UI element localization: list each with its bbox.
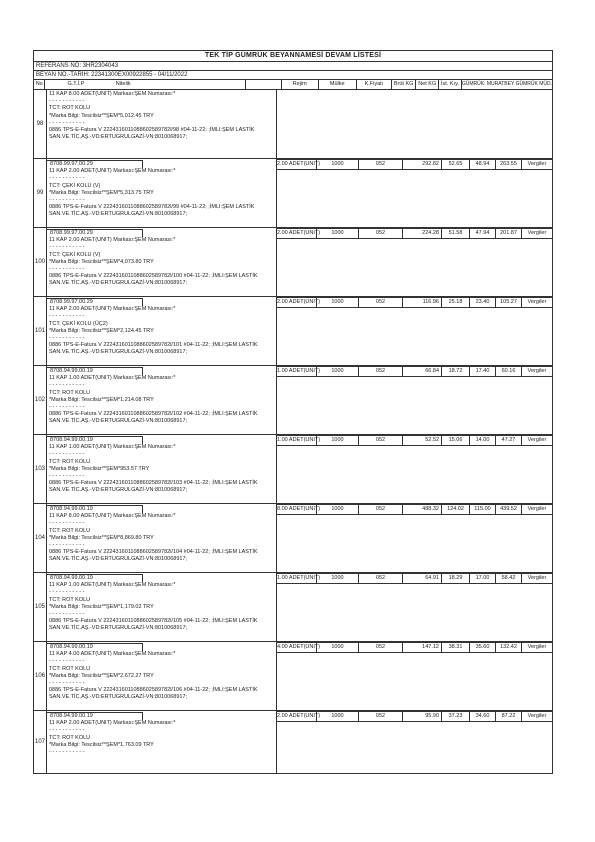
description-line: - - - - - - - - - - - <box>49 520 85 527</box>
item-quantity: 1.00 ADET(UNIT) <box>277 575 321 581</box>
item-number: 99 <box>34 159 47 227</box>
reference-line <box>33 61 553 70</box>
item-mulk: 052 <box>358 574 402 583</box>
description-line: 11 KAP 4.00 ADET(UNIT) Markası:ŞEM Numarası:* <box>49 651 176 658</box>
item-istatistiki-kiymet: 60.16 <box>495 367 521 376</box>
item-vergiler[interactable]: Vergiler <box>521 229 552 238</box>
item-gtip: 8708.99.97.00.29 <box>47 229 143 237</box>
table-row <box>33 710 553 774</box>
col-gtip-nitelik <box>45 80 246 89</box>
item-fiyat: 66.84 <box>402 367 441 376</box>
item-description <box>47 504 277 572</box>
item-brut-kg: 18.72 <box>441 367 469 376</box>
description-line: SAN.VE.TİC.AŞ.-VD:ERTUGRULGAZİ-VN:8010068917; <box>49 280 188 287</box>
item-description <box>47 711 277 773</box>
item-vergiler[interactable]: Vergiler <box>521 712 552 721</box>
item-quantity: 2.00 ADET(UNIT) <box>277 230 321 236</box>
col-nitelik: Nitelik <box>115 81 131 87</box>
description-line: *Marka Bilgi: Tescilsiz**ŞEM*8,869.80 TRY <box>49 534 154 541</box>
item-net-kg: 35.60 <box>469 643 495 652</box>
item-rejim: 1000 <box>316 712 358 721</box>
value-row <box>276 159 552 170</box>
description-line: - - - - - - - - - - - <box>49 382 85 389</box>
item-rejim: 1000 <box>316 229 358 238</box>
item-fiyat: 116.96 <box>402 298 441 307</box>
item-number: 106 <box>34 642 47 710</box>
item-fiyat: 147.12 <box>402 643 441 652</box>
table-row <box>33 434 553 503</box>
description-line: *Marka Bilgi: Tescilsiz**ŞEM*2,672.27 TRY <box>49 672 154 679</box>
description-line: TCT: ROT KOLU <box>49 665 91 672</box>
description-line: 11 KAP 8.00 ADET(UNIT) Markası:ŞEM Numarası:* <box>49 513 176 520</box>
item-quantity: 2.00 ADET(UNIT) <box>277 299 321 305</box>
item-values <box>277 573 552 641</box>
item-description <box>47 90 277 158</box>
description-line: TCT: ROT KOLU <box>49 389 91 396</box>
reference-number: REFERANS NO: 3HR2304043 <box>36 63 119 69</box>
item-description <box>47 642 277 710</box>
item-vergiler[interactable]: Vergiler <box>521 160 552 169</box>
description-line: 0886 TPS-E-Fatura V 2224316011088602589782l/100 #04-11-22; ;İMLI:ŞEM LASTİK <box>49 273 258 280</box>
item-brut-kg: 124.02 <box>441 505 469 514</box>
item-vergiler[interactable]: Vergiler <box>521 574 552 583</box>
table-row <box>33 572 553 641</box>
description-line: - - - - - - - - - - - <box>49 749 85 756</box>
item-description <box>47 159 277 227</box>
item-number: 100 <box>34 228 47 296</box>
description-line: SAN.VE.TİC.AŞ.-VD:ERTUGRULGAZİ-VN:8010068917; <box>49 134 188 141</box>
item-vergiler[interactable]: Vergiler <box>521 505 552 514</box>
item-quantity: 1.00 ADET(UNIT) <box>277 368 321 374</box>
col-kdh: İst. Kıy. <box>439 80 462 89</box>
description-line: *Marka Bilgi: Tescilsiz**ŞEM*953.57 TRY <box>49 465 150 472</box>
value-row <box>276 642 552 653</box>
description-line: - - - - - - - - - - - <box>49 451 85 458</box>
item-values <box>277 366 552 434</box>
item-mulk: 052 <box>358 229 402 238</box>
table-row <box>33 296 553 365</box>
item-brut-kg: 38.31 <box>441 643 469 652</box>
table-row <box>33 641 553 710</box>
item-net-kg: 34.60 <box>469 712 495 721</box>
column-header-row <box>33 79 553 89</box>
item-description <box>47 573 277 641</box>
item-list <box>33 89 553 774</box>
item-net-kg: 17.40 <box>469 367 495 376</box>
description-line: TCT: ROT KOLU <box>49 596 91 603</box>
description-line: *Marka Bilgi: Tescilsiz**ŞEM*2,124.45 TRY <box>49 327 154 334</box>
col-fiyat: K.Fiyatı <box>357 80 392 89</box>
description-line: 11 KAP 2.00 ADET(UNIT) Markası:ŞEM Numarası:* <box>49 237 176 244</box>
item-brut-kg: 52.65 <box>441 160 469 169</box>
item-rejim: 1000 <box>316 160 358 169</box>
description-line: - - - - - - - - - - - <box>49 313 85 320</box>
description-line: SAN.VE.TİC.AŞ.-VD:ERTUGRULGAZİ-VN:8010068917; <box>49 211 188 218</box>
item-brut-kg: 51.58 <box>441 229 469 238</box>
description-line: SAN.VE.TİC.AŞ.-VD:ERTUGRULGAZİ-VN:8010068917; <box>49 694 188 701</box>
item-quantity: 2.00 ADET(UNIT) <box>277 161 321 167</box>
table-row <box>33 365 553 434</box>
item-number: 102 <box>34 366 47 434</box>
item-quantity: 1.00 ADET(UNIT) <box>277 437 321 443</box>
value-row <box>276 366 552 377</box>
col-no: No <box>34 80 45 89</box>
item-values <box>277 297 552 365</box>
item-values <box>277 159 552 227</box>
item-istatistiki-kiymet: 47.27 <box>495 436 521 445</box>
description-line: TCT: ROT KOLU <box>49 527 91 534</box>
description-line: - - - - - - - - - - - <box>49 589 85 596</box>
item-rejim: 1000 <box>316 643 358 652</box>
item-values <box>277 435 552 503</box>
item-mulk: 052 <box>358 367 402 376</box>
description-line: *Marka Bilgi: Tescilsiz**ŞEM*1,763.09 TRY <box>49 741 154 748</box>
item-istatistiki-kiymet: 201.87 <box>495 229 521 238</box>
customs-office: GÜMRÜK: MURATBEY GÜMRÜK MÜD. <box>461 81 552 87</box>
item-number: 103 <box>34 435 47 503</box>
description-line: 11 KAP 1.00 ADET(UNIT) Markası:ŞEM Numarası:* <box>49 444 176 451</box>
item-istatistiki-kiymet: 132.42 <box>495 643 521 652</box>
description-line: - - - - - - - - - - - <box>49 404 85 411</box>
col-gumruk <box>462 80 552 89</box>
description-line: *Marka Bilgi: Tescilsiz**ŞEM*4,073.80 TRY <box>49 258 154 265</box>
item-brut-kg: 15.06 <box>441 436 469 445</box>
description-line: - - - - - - - - - - - <box>49 244 85 251</box>
description-line: - - - - - - - - - - - <box>49 175 85 182</box>
item-gtip: 8708.99.97.00.29 <box>47 160 143 168</box>
description-line: 0886 TPS-E-Fatura V 2224316011088602589782l/103 #04-11-22; ;İMLI:ŞEM LASTİK <box>49 480 258 487</box>
description-line: TCT: ÇEKİ KOLU (ÜÇ2) <box>49 320 108 327</box>
item-fiyat: 64.91 <box>402 574 441 583</box>
description-line: 11 KAP 2.00 ADET(UNIT) Markası:ŞEM Numarası:* <box>49 720 176 727</box>
description-line: - - - - - - - - - - - <box>49 197 85 204</box>
value-row <box>276 504 552 515</box>
description-line: - - - - - - - - - - - <box>49 542 85 549</box>
declaration-sheet <box>33 50 553 774</box>
item-mulk: 052 <box>358 643 402 652</box>
description-line: TCT: ROT KOLU <box>49 734 91 741</box>
item-rejim: 1000 <box>316 298 358 307</box>
item-quantity: 2.00 ADET(UNIT) <box>277 713 321 719</box>
value-row <box>276 573 552 584</box>
item-vergiler[interactable]: Vergiler <box>521 298 552 307</box>
description-line: 11 KAP 8.00 ADET(UNIT) Markası:ŞEM Numarası:* <box>49 91 176 97</box>
description-line: TCT: ÇEKİ KOLU (V) <box>49 251 101 258</box>
item-gtip: 8708.94.99.00.19 <box>47 436 143 444</box>
item-description <box>47 228 277 296</box>
description-line: 11 KAP 1.00 ADET(UNIT) Markası:ŞEM Numarası:* <box>49 375 176 382</box>
item-gtip: 8708.94.99.00.19 <box>47 643 143 651</box>
item-net-kg: 17.00 <box>469 574 495 583</box>
item-description <box>47 435 277 503</box>
item-number: 105 <box>34 573 47 641</box>
description-line: 0886 TPS-E-Fatura V 2224316011088602589782l/105 #04-11-22; ;İMLI:ŞEM LASTİK <box>49 618 258 625</box>
col-mulk: Mülke <box>319 80 357 89</box>
item-gtip: 8708.99.97.00.29 <box>47 298 143 306</box>
item-brut-kg: 37.23 <box>441 712 469 721</box>
value-row <box>276 228 552 239</box>
item-values <box>277 228 552 296</box>
item-rejim: 1000 <box>316 436 358 445</box>
description-line: *Marka Bilgi: Tescilsiz**ŞEM*5,313.75 TRY <box>49 189 154 196</box>
description-line: 0886 TPS-E-Fatura V 2224316011088602589782l/99 #04-11-22; ;İMLI:ŞEM LASTİK <box>49 204 255 211</box>
item-values <box>277 711 552 773</box>
description-line: - - - - - - - - - - - <box>49 335 85 342</box>
item-number: 101 <box>34 297 47 365</box>
description-line: SAN.VE.TİC.AŞ.-VD:ERTUGRULGAZİ-VN:8010068917; <box>49 556 188 563</box>
value-row <box>276 711 552 722</box>
item-number: 98 <box>34 90 47 158</box>
item-description <box>47 366 277 434</box>
description-line: - - - - - - - - - - - <box>49 98 85 105</box>
description-line: *Marka Bilgi: Tescilsiz**ŞEM*1,179.02 TRY <box>49 603 154 610</box>
description-line: *Marka Bilgi: Tescilsiz**ŞEM*1,214.08 TRY <box>49 396 154 403</box>
item-quantity: 4.00 ADET(UNIT) <box>277 644 321 650</box>
description-line: 0886 TPS-E-Fatura V 2224316011088602589782l/106 #04-11-22; ;İMLI:ŞEM LASTİK <box>49 687 258 694</box>
description-line: SAN.VE.TİC.AŞ.-VD:ERTUGRULGAZİ-VN:8010068917; <box>49 349 188 356</box>
table-row <box>33 89 553 158</box>
item-istatistiki-kiymet: 58.42 <box>495 574 521 583</box>
item-vergiler[interactable]: Vergiler <box>521 367 552 376</box>
item-fiyat: 224.28 <box>402 229 441 238</box>
item-rejim: 1000 <box>316 505 358 514</box>
item-fiyat: 95.90 <box>402 712 441 721</box>
description-line: 11 KAP 1.00 ADET(UNIT) Markası:ŞEM Numarası:* <box>49 582 176 589</box>
item-gtip: 8708.94.99.00.19 <box>47 574 143 582</box>
item-values <box>277 504 552 572</box>
item-net-kg: 115.00 <box>469 505 495 514</box>
item-net-kg: 48.94 <box>469 160 495 169</box>
item-net-kg: 14.00 <box>469 436 495 445</box>
table-row <box>33 158 553 227</box>
item-fiyat: 488.32 <box>402 505 441 514</box>
item-vergiler[interactable]: Vergiler <box>521 643 552 652</box>
item-brut-kg: 25.18 <box>441 298 469 307</box>
declaration-line <box>33 70 553 79</box>
col-gtip: G.T.İ.P <box>67 81 85 87</box>
item-istatistiki-kiymet: 439.52 <box>495 505 521 514</box>
description-line: *Marka Bilgi: Tescilsiz**ŞEM*5,012.45 TRY <box>49 112 154 119</box>
description-line: - - - - - - - - - - - <box>49 266 85 273</box>
item-mulk: 052 <box>358 436 402 445</box>
description-line: TCT: ROT KOLU <box>49 458 91 465</box>
description-line: 0886 TPS-E-Fatura V 2224316011088602589782l/101 #04-11-22; ;İMLI:ŞEM LASTİK <box>49 342 258 349</box>
item-rejim: 1000 <box>316 574 358 583</box>
description-line: - - - - - - - - - - - <box>49 658 85 665</box>
item-mulk: 052 <box>358 505 402 514</box>
col-net: Net KG <box>416 80 439 89</box>
item-gtip: 8708.94.99.00.19 <box>47 505 143 513</box>
item-rejim: 1000 <box>316 367 358 376</box>
document-title: TEK TİP GÜMRÜK BEYANNAMESİ DEVAM LİSTESİ <box>33 50 553 61</box>
table-row <box>33 227 553 296</box>
description-line: SAN.VE.TİC.AŞ.-VD:ERTUGRULGAZİ-VN:8010068917; <box>49 625 188 632</box>
description-line: - - - - - - - - - - - <box>49 680 85 687</box>
description-line: SAN.VE.TİC.AŞ.-VD:ERTUGRULGAZİ-VN:8010068917; <box>49 487 188 494</box>
description-line: TCT: ÇEKİ KOLU (V) <box>49 182 101 189</box>
description-line: 0886 TPS-E-Fatura V 2224316011088602589782l/98 #04-11-22; ;İMLI:ŞEM LASTİK <box>49 127 255 134</box>
description-line: 11 KAP 2.00 ADET(UNIT) Markası:ŞEM Numarası:* <box>49 306 176 313</box>
item-fiyat: 52.52 <box>402 436 441 445</box>
item-vergiler[interactable]: Vergiler <box>521 436 552 445</box>
description-line: 0886 TPS-E-Fatura V 2224316011088602589782l/102 #04-11-22; ;İMLI:ŞEM LASTİK <box>49 411 258 418</box>
description-line: - - - - - - - - - - - <box>49 727 85 734</box>
description-line: TCT: ROT KOLU <box>49 105 91 112</box>
description-line: 11 KAP 2.00 ADET(UNIT) Markası:ŞEM Numarası:* <box>49 168 176 175</box>
description-line: 0886 TPS-E-Fatura V 2224316011088602589782l/104 #04-11-22; ;İMLI:ŞEM LASTİK <box>49 549 258 556</box>
item-istatistiki-kiymet: 263.55 <box>495 160 521 169</box>
table-row <box>33 503 553 572</box>
description-line: SAN.VE.TİC.AŞ.-VD:ERTUGRULGAZİ-VN:8010068917; <box>49 418 188 425</box>
item-mulk: 052 <box>358 712 402 721</box>
item-mulk: 052 <box>358 298 402 307</box>
item-description <box>47 297 277 365</box>
description-line: - - - - - - - - - - - <box>49 611 85 618</box>
item-gtip: 8708.94.99.00.19 <box>47 367 143 375</box>
item-istatistiki-kiymet: 87.22 <box>495 712 521 721</box>
value-row <box>276 435 552 446</box>
item-number: 107 <box>34 711 47 773</box>
col-qty <box>246 80 282 89</box>
item-brut-kg: 18.29 <box>441 574 469 583</box>
item-net-kg: 47.94 <box>469 229 495 238</box>
item-fiyat: 292.82 <box>402 160 441 169</box>
item-mulk: 052 <box>358 160 402 169</box>
item-gtip: 8708.94.99.00.19 <box>47 712 143 720</box>
item-number: 104 <box>34 504 47 572</box>
item-istatistiki-kiymet: 105.27 <box>495 298 521 307</box>
col-rejim: Rejim <box>282 80 319 89</box>
declaration-number: BEYAN NO.-TARİH: 22341300EX00922855 - 04/11/2022 <box>36 72 188 78</box>
description-line: - - - - - - - - - - - <box>49 473 85 480</box>
description-line: - - - - - - - - - - - <box>49 119 85 126</box>
item-values <box>277 642 552 710</box>
item-quantity: 8.00 ADET(UNIT) <box>277 506 321 512</box>
col-brut: Brüt KG <box>392 80 417 89</box>
item-net-kg: 23.40 <box>469 298 495 307</box>
value-row <box>276 297 552 308</box>
item-values <box>277 90 552 158</box>
